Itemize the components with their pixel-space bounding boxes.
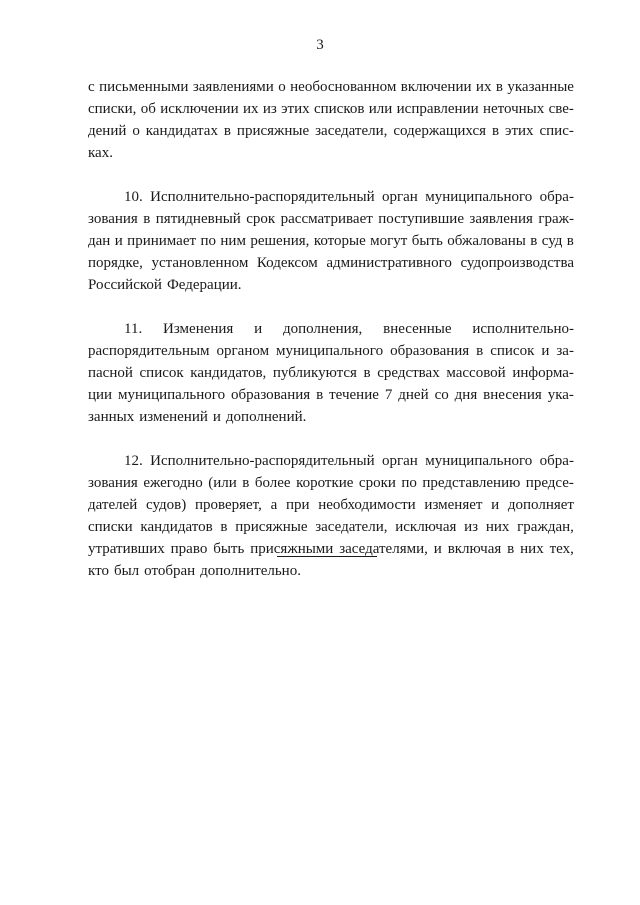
paragraph: [88, 186, 574, 296]
text-line: занных изменений и дополнений.: [88, 409, 307, 425]
text-line: кто был отобран дополнительно.: [88, 563, 301, 579]
text-line: зования ежегодно (или в более короткие сроки по представлению предсе-: [88, 475, 574, 491]
paragraph: [88, 318, 574, 428]
text-line: списки кандидатов в присяжные заседатели, исключая из них граждан,: [88, 519, 574, 535]
text-line: 10. Исполнительно-распорядительный орган муниципального обра-: [124, 189, 574, 205]
document-body: [88, 76, 574, 604]
text-line: пасной список кандидатов, публикуются в средствах массовой информа-: [88, 365, 574, 381]
text-line: утративших право быть присяжными заседателями, и включая в них тех,: [88, 541, 574, 557]
text-line: порядке, установленном Кодексом административного судопроизводства: [88, 255, 574, 271]
text-line: 11. Изменения и дополнения, внесенные исполнительно-: [124, 321, 574, 337]
text-line: с письменными заявлениями о необоснованном включении их в указанные: [88, 79, 574, 95]
end-separator-line: [277, 556, 377, 557]
text-line: списки, об исключении их из этих списков или исправлении неточных све-: [88, 101, 574, 117]
text-line: дателей судов) проверяет, а при необходимости изменяет и дополняет: [88, 497, 574, 513]
paragraph: [88, 450, 574, 582]
text-line: Российской Федерации.: [88, 277, 242, 293]
text-line: дан и принимает по ним решения, которые могут быть обжалованы в суд в: [88, 233, 574, 249]
text-line: дений о кандидатах в присяжные заседатели, содержащихся в этих спис-: [88, 123, 574, 139]
text-line: ции муниципального образования в течение 7 дней со дня внесения ука-: [88, 387, 574, 403]
text-line: ках.: [88, 145, 113, 161]
text-line: 12. Исполнительно-распорядительный орган муниципального обра-: [124, 453, 574, 469]
text-line: распорядительным органом муниципального образования в список и за-: [88, 343, 574, 359]
text-line: зования в пятидневный срок рассматривает поступившие заявления граж-: [88, 211, 574, 227]
paragraph: [88, 76, 574, 164]
page-number: 3: [316, 37, 324, 53]
